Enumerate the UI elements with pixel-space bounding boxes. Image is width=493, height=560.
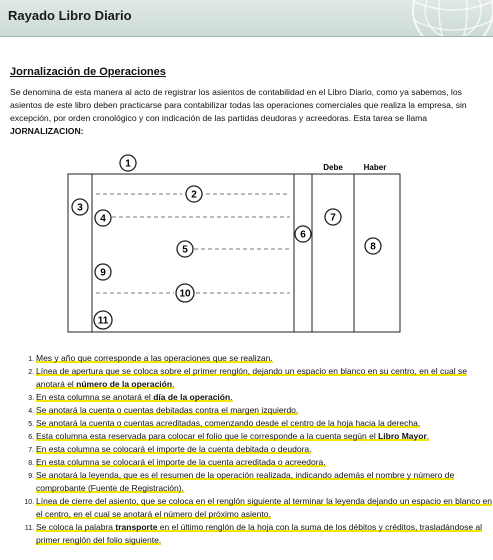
debe-header: Debe xyxy=(323,163,343,172)
svg-text:8: 8 xyxy=(370,241,376,253)
globe-watermark-icon xyxy=(343,0,493,36)
list-item: 9. Se anotará la leyenda, que es el resumen de la operación realizada, indicando además el nombre y número de comprobante (Fuente de Registración). xyxy=(36,469,493,495)
journal-ruling-diagram xyxy=(0,150,493,340)
header-bar xyxy=(0,0,493,37)
svg-text:7: 7 xyxy=(330,212,336,224)
svg-text:1: 1 xyxy=(125,158,131,170)
svg-text:10: 10 xyxy=(179,288,191,300)
marker-3 xyxy=(72,199,88,215)
svg-text:6: 6 xyxy=(300,229,306,241)
list-item: 6. Esta columna esta reservada para colocar el folio que le corresponde a la cuenta según el Libro Mayor. xyxy=(36,430,493,443)
haber-header: Haber xyxy=(363,163,387,172)
list-item: 1. Mes y año que corresponde a las operaciones que se realizan. xyxy=(36,352,493,365)
svg-text:3: 3 xyxy=(77,202,83,214)
marker-10 xyxy=(176,284,194,302)
marker-9 xyxy=(95,264,111,280)
marker-7 xyxy=(325,209,341,225)
marker-1 xyxy=(120,155,136,171)
list-item: 5. Se anotará la cuenta o cuentas acreditadas, comenzando desde el centro de la hoja hacia la derecha. xyxy=(36,417,493,430)
list-item: 7. En esta columna se colocará el importe de la cuenta debitada o deudora. xyxy=(36,443,493,456)
marker-2 xyxy=(186,186,202,202)
svg-text:11: 11 xyxy=(97,315,109,327)
intro-strong: JORNALIZACION: xyxy=(10,126,84,136)
section-title: Jornalización de Operaciones xyxy=(10,66,166,78)
svg-text:4: 4 xyxy=(100,213,106,225)
list-item: 2. Línea de apertura que se coloca sobre el primer renglón, dejando un espacio en blanco en su centro, en el cual se anotará el número de la operación. xyxy=(36,365,493,391)
list-item: 3. En esta columna se anotará el día de la operación. xyxy=(36,391,493,404)
list-item: 11. Se coloca la palabra transporte en el último renglón de la hoja con la suma de los débitos y créditos, trasladándose al primer renglón del folio siguiente. xyxy=(36,521,493,547)
marker-4 xyxy=(95,210,111,226)
svg-text:9: 9 xyxy=(100,267,106,279)
explanation-list xyxy=(22,352,493,547)
journal-page-frame xyxy=(68,174,400,332)
intro-text: Se denomina de esta manera al acto de registrar los asientos de contabilidad en el Libro Diario, como ya sabemos, los asientos de este libro deben practicarse para contabilizar todas las operaciones comerciales que realiza la empresa, sin excepción, por orden cronológico y con indicación de las partidas deudoras y acreedoras. Esta tarea se llama xyxy=(10,87,467,123)
intro-paragraph xyxy=(10,86,480,138)
marker-8 xyxy=(365,238,381,254)
marker-6 xyxy=(295,226,311,242)
list-item: 4. Se anotará la cuenta o cuentas debitadas contra el margen izquierdo. xyxy=(36,404,493,417)
page-title: Rayado Libro Diario xyxy=(8,8,132,23)
svg-text:2: 2 xyxy=(191,189,197,201)
list-item: 8. En esta columna se colocará el importe de la cuenta acreditada o acreedora. xyxy=(36,456,493,469)
svg-text:5: 5 xyxy=(182,244,188,256)
marker-5 xyxy=(177,241,193,257)
marker-11 xyxy=(94,311,112,329)
list-item: 10. Línea de cierre del asiento, que se coloca en el renglón siguiente al terminar la leyenda dejando un espacio en blanco en el centro, en el cual se anotará el número del próximo asiento. xyxy=(36,495,493,521)
